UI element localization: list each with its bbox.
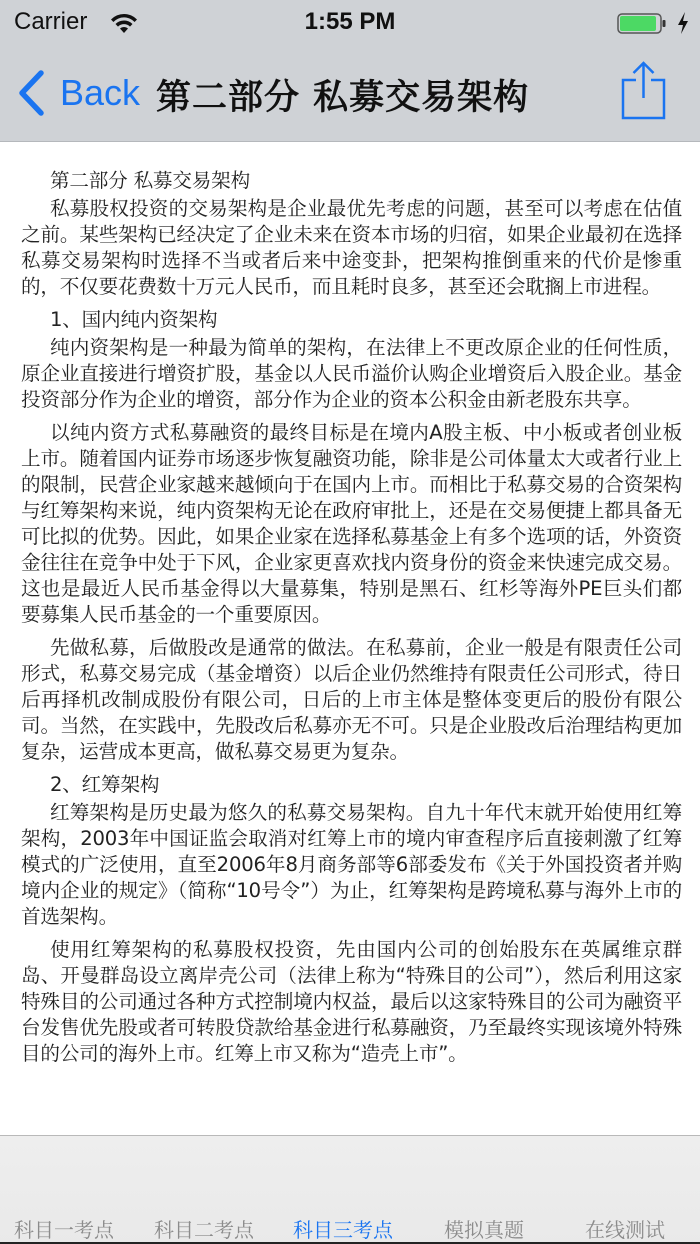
- carrier-label: Carrier: [14, 8, 88, 35]
- article-paragraph: 私募股权投资的交易架构是企业最优先考虑的问题，甚至可以考虑在估值之前。某些架构已经决定了企业未来在资本市场的归宿，如果企业最初在选择私募交易架构时选择不当或者后来中途变卦，把架构推倒重来的代价是惨重的，不仅要花费数十万元人民币，而且耗时良多，甚至还会耽搁上市进程。: [21, 197, 682, 298]
- back-button[interactable]: [16, 68, 140, 118]
- battery-icon: [617, 13, 667, 34]
- tab-subject-one[interactable]: 科目一考点: [14, 1218, 114, 1242]
- tab-bar: [0, 1135, 700, 1244]
- article-paragraph: 以纯内资方式私募融资的最终目标是在境内A股主板、中小板或者创业板上市。随着国内证券市场逐步恢复融资功能，除非是公司体量太大或者行业上的限制，民营企业家越来越倾向于在国内上市。而相比于私募交易的合资架构与红筹架构来说，纯内资架构无论在政府审批上，还是在交易便捷上都具备无可比拟的优势。因此，如果企业家在选择私募基金上有多个选项的话，外资资金往往在竞争中处于下风，企业家更喜欢找内资身份的资金来快速完成交易。这也是最近人民币基金得以大量募集，特别是黑石、红杉等海外PE巨头们都要募集人民币基金的一个重要原因。: [21, 421, 682, 626]
- section-heading: 2、红筹架构: [50, 773, 160, 796]
- tab-subject-three[interactable]: 科目三考点: [293, 1218, 393, 1242]
- page-title: 第二部分 私募交易架构: [156, 78, 530, 118]
- tab-mock-exam[interactable]: 模拟真题: [444, 1218, 524, 1242]
- article-paragraph: 红筹架构是历史最为悠久的私募交易架构。自九十年代末就开始使用红筹架构，2003年中国证监会取消对红筹上市的境内审查程序后直接刺激了红筹模式的广泛使用，直至2006年8月商务部等6部委发布《关于外国投资者并购境内企业的规定》（简称“10号令”）为止，红筹架构是跨境私募与海外上市的首选架构。: [21, 801, 682, 928]
- top-bar: [0, 0, 700, 142]
- back-label: Back: [60, 72, 141, 113]
- nav-bar: [0, 46, 700, 141]
- article-heading: 第二部分 私募交易架构: [50, 169, 250, 192]
- status-bar: [0, 0, 700, 46]
- article-body: [0, 142, 700, 1067]
- chevron-left-icon: [16, 70, 46, 116]
- article-paragraph: 使用红筹架构的私募股权投资，先由国内公司的创始股东在英属维京群岛、开曼群岛设立离岸壳公司（法律上称为“特殊目的公司”），然后利用这家特殊目的公司通过各种方式控制境内权益，最后以这家特殊目的公司为融资平台发售优先股或者可转股贷款给基金进行私募融资，乃至最终实现该境外特殊目的公司的海外上市。红筹上市又称为“造壳上市”。: [21, 938, 682, 1065]
- tab-online-test[interactable]: 在线测试: [585, 1218, 665, 1242]
- article-paragraph: 先做私募，后做股改是通常的做法。在私募前，企业一般是有限责任公司形式，私募交易完成（基金增资）以后企业仍然维持有限责任公司形式，待日后再择机改制成股份有限公司，日后的上市主体是整体变更后的股份有限公司。当然，在实践中，先股改后私募亦无不可。只是企业股改后治理结构更加复杂，运营成本更高，做私募交易更为复杂。: [21, 636, 682, 763]
- article-paragraph: 纯内资架构是一种最为简单的架构，在法律上不更改原企业的任何性质，原企业直接进行增资扩股，基金以人民币溢价认购企业增资后入股企业。基金投资部分作为企业的增资，部分作为企业的资本公积金由新老股东共享。: [21, 336, 682, 411]
- article-scroll-view[interactable]: [0, 142, 700, 1135]
- tab-subject-two[interactable]: 科目二考点: [154, 1218, 254, 1242]
- charging-bolt-icon: [676, 11, 690, 35]
- share-icon[interactable]: [621, 60, 667, 122]
- section-heading: 1、国内纯内资架构: [50, 308, 218, 331]
- clock: 1:55 PM: [304, 8, 396, 35]
